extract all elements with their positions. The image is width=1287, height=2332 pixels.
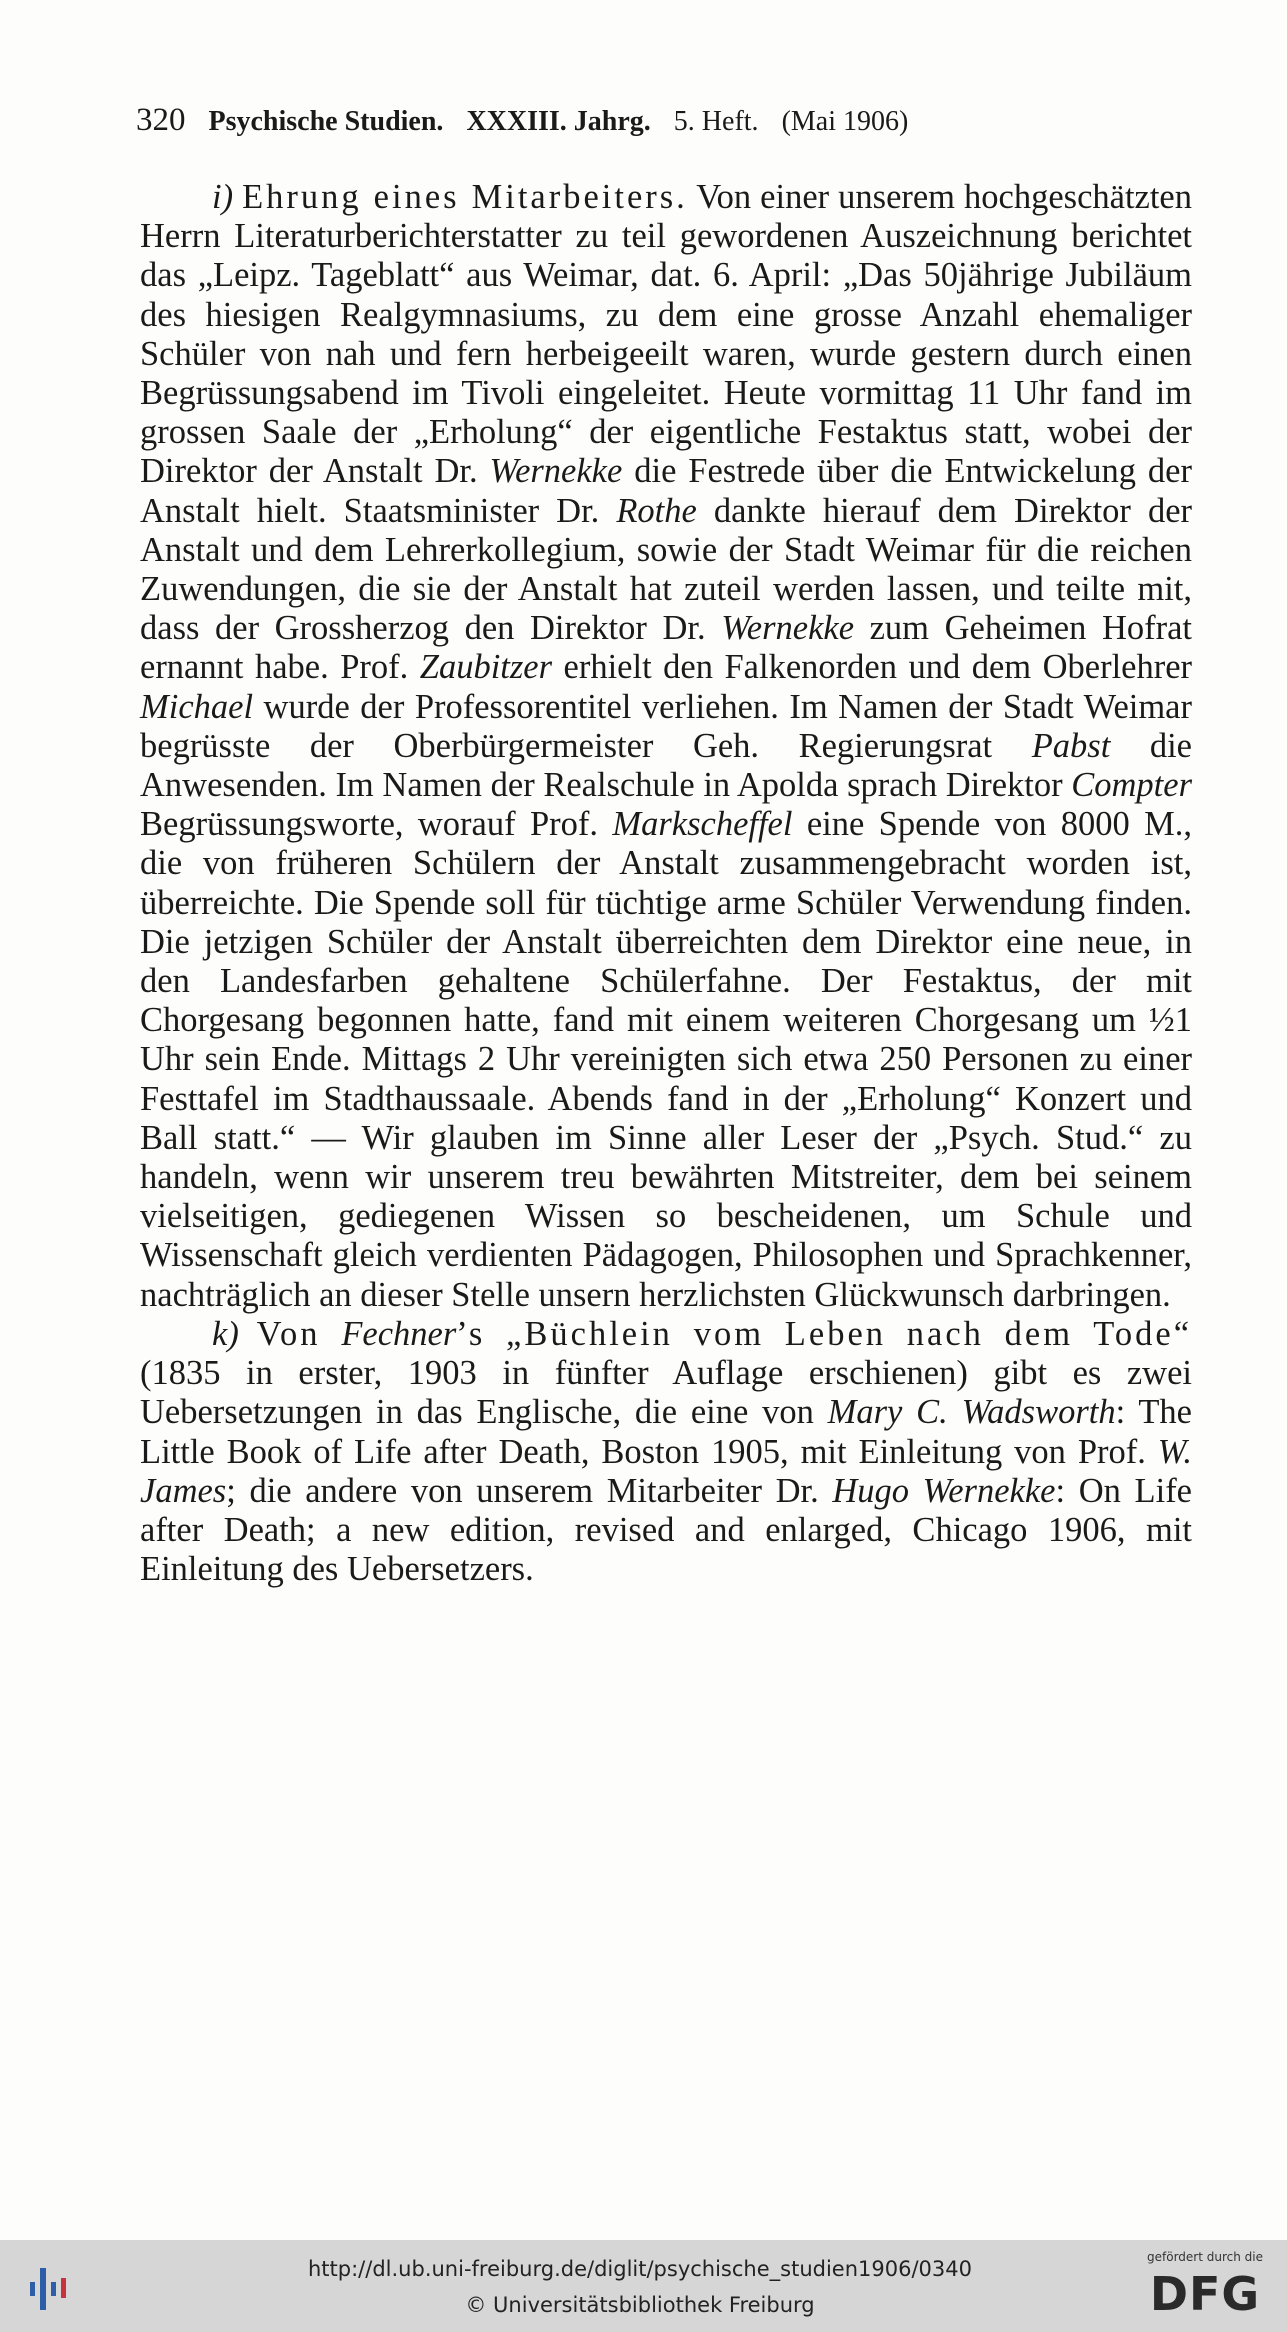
- library-logo-icon: [26, 2260, 82, 2316]
- text-run: zum Geheimen Hofrat ernannt habe. Prof.: [140, 609, 1192, 687]
- text-run: dankte hierauf dem Direktor der Anstalt und dem Lehrerkollegium, sowie der Stadt Weimar für die reichen Zuwendungen, die sie der Anstalt hat zuteil werden lassen, und teilte mit, dass der Grossherzog den Direktor Dr.: [140, 491, 1192, 648]
- spaced-heading: Ehrung eines Mitarbeiters.: [242, 178, 688, 216]
- page-number: 320: [136, 102, 186, 138]
- dfg-logo: DFG: [1149, 2267, 1261, 2321]
- spaced-heading: ’s „Büchlein vom Leben nach dem Tode“: [456, 1314, 1193, 1353]
- issue-date: (Mai 1906): [781, 106, 909, 137]
- text-run: Von einer unserem hochgeschätzten Herrn Literaturberichterstatter zu teil gewordenen Auszeichnung berichtet das „Leipz. Tageblatt“ aus Weimar, dat. 6. April: „Das 50jährige Jubiläum des hiesigen Realgymnasiums, zu dem eine grosse Anzahl ehemaliger Schüler von nah und fern herbeigeeilt waren, wurde gestern durch einen Begrüssungsabend im Tivoli eingeleitet. Heute vormittag 11 Uhr fand im grossen Saale der „Erholung“ der eigentliche Festaktus statt, wobei der Direktor der Anstalt Dr.: [140, 178, 1192, 491]
- volume-label: XXXIII. Jahrg.: [466, 106, 651, 137]
- italic-name: Wernekke: [489, 452, 623, 491]
- italic-name: Compter: [1071, 766, 1192, 805]
- paragraph-ehrung: [140, 178, 1192, 1315]
- text-run: eine Spende von 8000 M., die von früheren Schülern der Anstalt zusammengebracht worden ist, überreichte. Die Spende soll für tüchtige arme Schüler Verwendung finden. Die jetzigen Schüler der Anstalt überreichten dem Direktor eine neue, in den Landesfarben gehaltene Schülerfahne. Der Festaktus, der mit Chorgesang begonnen hatte, fand mit einem weiteren Chorgesang um ½1 Uhr sein Ende. Mittags 2 Uhr vereinigten sich etwa 250 Personen zu einer Festtafel im Stadthaussaale. Abends fand in der „Erholung“ Konzert und Ball statt.“ — Wir glauben im Sinne aller Leser der „Psych. Stud.“ zu handeln, wenn wir unserem treu bewährten Mitstreiter, dem bei seinem vielseitigen, gediegenen Wissen so bescheidenen, um Schule und Wissenschaft gleich verdienten Pädagogen, Philosophen und Sprachkenner, nachträglich an dieser Stelle unsern herzlichsten Glückwunsch darbringen.: [140, 805, 1192, 1314]
- text-run: erhielt den Falkenorden und dem Oberlehrer: [552, 648, 1193, 687]
- italic-name: W. James: [140, 1432, 1192, 1510]
- italic-name: Mary C. Wadsworth: [827, 1393, 1116, 1432]
- text-run: ; die andere von unserem Mitarbeiter Dr.: [226, 1471, 833, 1510]
- italic-name: Markscheffel: [612, 805, 793, 844]
- italic-name: Pabst: [1031, 726, 1111, 765]
- text-run: (1835 in erster, 1903 in fünfter Auflage erschienen) gibt es zwei Uebersetzungen in das Englische, die eine von: [140, 1354, 1192, 1432]
- digitization-footer: [0, 2240, 1287, 2332]
- issue-label: 5. Heft.: [673, 106, 759, 137]
- italic-name: Rothe: [616, 491, 697, 530]
- copyright-notice: © Universitätsbibliothek Freiburg: [465, 2293, 815, 2317]
- journal-title: Psychische Studien.: [208, 106, 444, 137]
- italic-name: i): [212, 178, 243, 216]
- text-run: Begrüssungsworte, worauf Prof.: [140, 805, 613, 844]
- italic-name: k): [212, 1314, 257, 1353]
- italic-name: Michael: [140, 687, 254, 726]
- running-head: [136, 98, 1136, 142]
- text-run: wurde der Professorentitel verliehen. Im Namen der Stadt Weimar begrüsste der Oberbürgermeister Geh. Regierungsrat: [140, 687, 1192, 765]
- funder-note: gefördert durch die: [1147, 2250, 1263, 2264]
- text-run: : The Little Book of Life after Death, Boston 1905, mit Einleitung von Prof.: [140, 1393, 1192, 1471]
- text-run: : On Life after Death; a new edition, revised and enlarged, Chicago 1906, mit Einleitung des Uebersetzers.: [140, 1471, 1192, 1589]
- text-run: die Anwesenden. Im Namen der Realschule in Apolda sprach Direktor: [140, 726, 1192, 805]
- article-body: [140, 178, 1192, 1589]
- text-run: die Festrede über die Entwickelung der Anstalt hielt. Staatsminister Dr.: [140, 452, 1192, 530]
- source-url-link[interactable]: http://dl.ub.uni-freiburg.de/diglit/psychische_studien1906/0340: [308, 2257, 972, 2281]
- italic-name: Hugo Wernekke: [832, 1471, 1056, 1510]
- spaced-heading: Von: [256, 1314, 342, 1353]
- italic-name: Zaubitzer: [419, 648, 553, 687]
- paragraph-fechner: [140, 1315, 1192, 1589]
- italic-name: Fechner: [341, 1314, 457, 1353]
- italic-name: Wernekke: [721, 609, 855, 648]
